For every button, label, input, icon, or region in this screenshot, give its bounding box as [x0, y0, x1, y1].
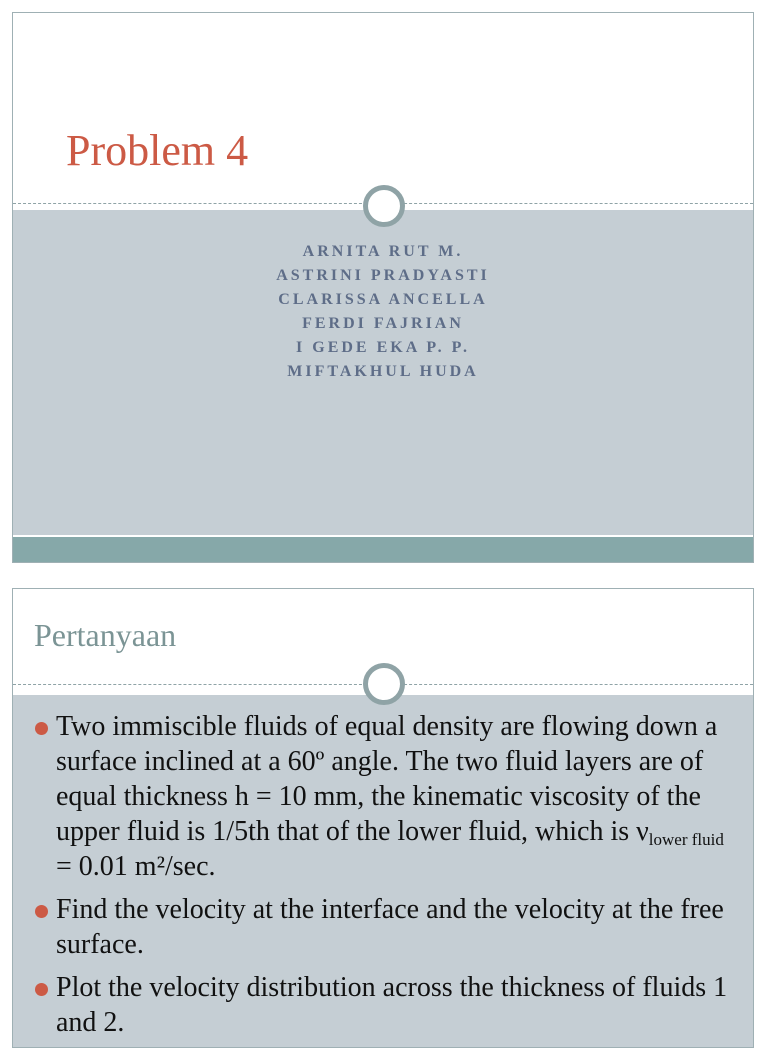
slide-1: [12, 12, 754, 563]
bullet-item: [33, 970, 743, 1040]
bullet-text: Two immiscible fluids of equal density are flowing down a surface inclined at a 60º angle. The two fluid layers are of equal thickness h = 10 mm, the kinematic viscosity of the upper fluid is 1/5th that of the lower fluid, which is ν: [56, 711, 718, 847]
bullet-list: [33, 709, 743, 1048]
author-name: ASTRINI PRADYASTI: [276, 267, 490, 284]
slide-title: Problem 4: [66, 126, 249, 175]
author-name: MIFTAKHUL HUDA: [287, 363, 479, 380]
author-name: FERDI FAJRIAN: [302, 315, 464, 332]
author-list: [13, 240, 753, 384]
author-name: CLARISSA ANCELLA: [278, 291, 488, 308]
bullet-icon: [35, 983, 48, 996]
footer-bar: [13, 537, 753, 563]
author-name: ARNITA RUT M.: [302, 243, 464, 260]
section-title: Pertanyaan: [34, 617, 177, 653]
bullet-item: [33, 892, 743, 962]
bullet-icon: [35, 722, 48, 735]
ring-ornament-icon: [363, 185, 405, 227]
viscosity-subscript: lower fluid: [648, 830, 724, 849]
bullet-item: [33, 709, 743, 884]
slide-2: [12, 588, 754, 1048]
author-name: I GEDE EKA P. P.: [296, 339, 470, 356]
ring-ornament-icon: [363, 663, 405, 705]
bullet-icon: [35, 905, 48, 918]
bullet-text: Find the velocity at the interface and the velocity at the free surface.: [56, 894, 724, 960]
bullet-text-end: = 0.01 m²/sec.: [56, 851, 216, 882]
bullet-text: Plot the velocity distribution across the thickness of fluids 1 and 2.: [56, 972, 728, 1038]
